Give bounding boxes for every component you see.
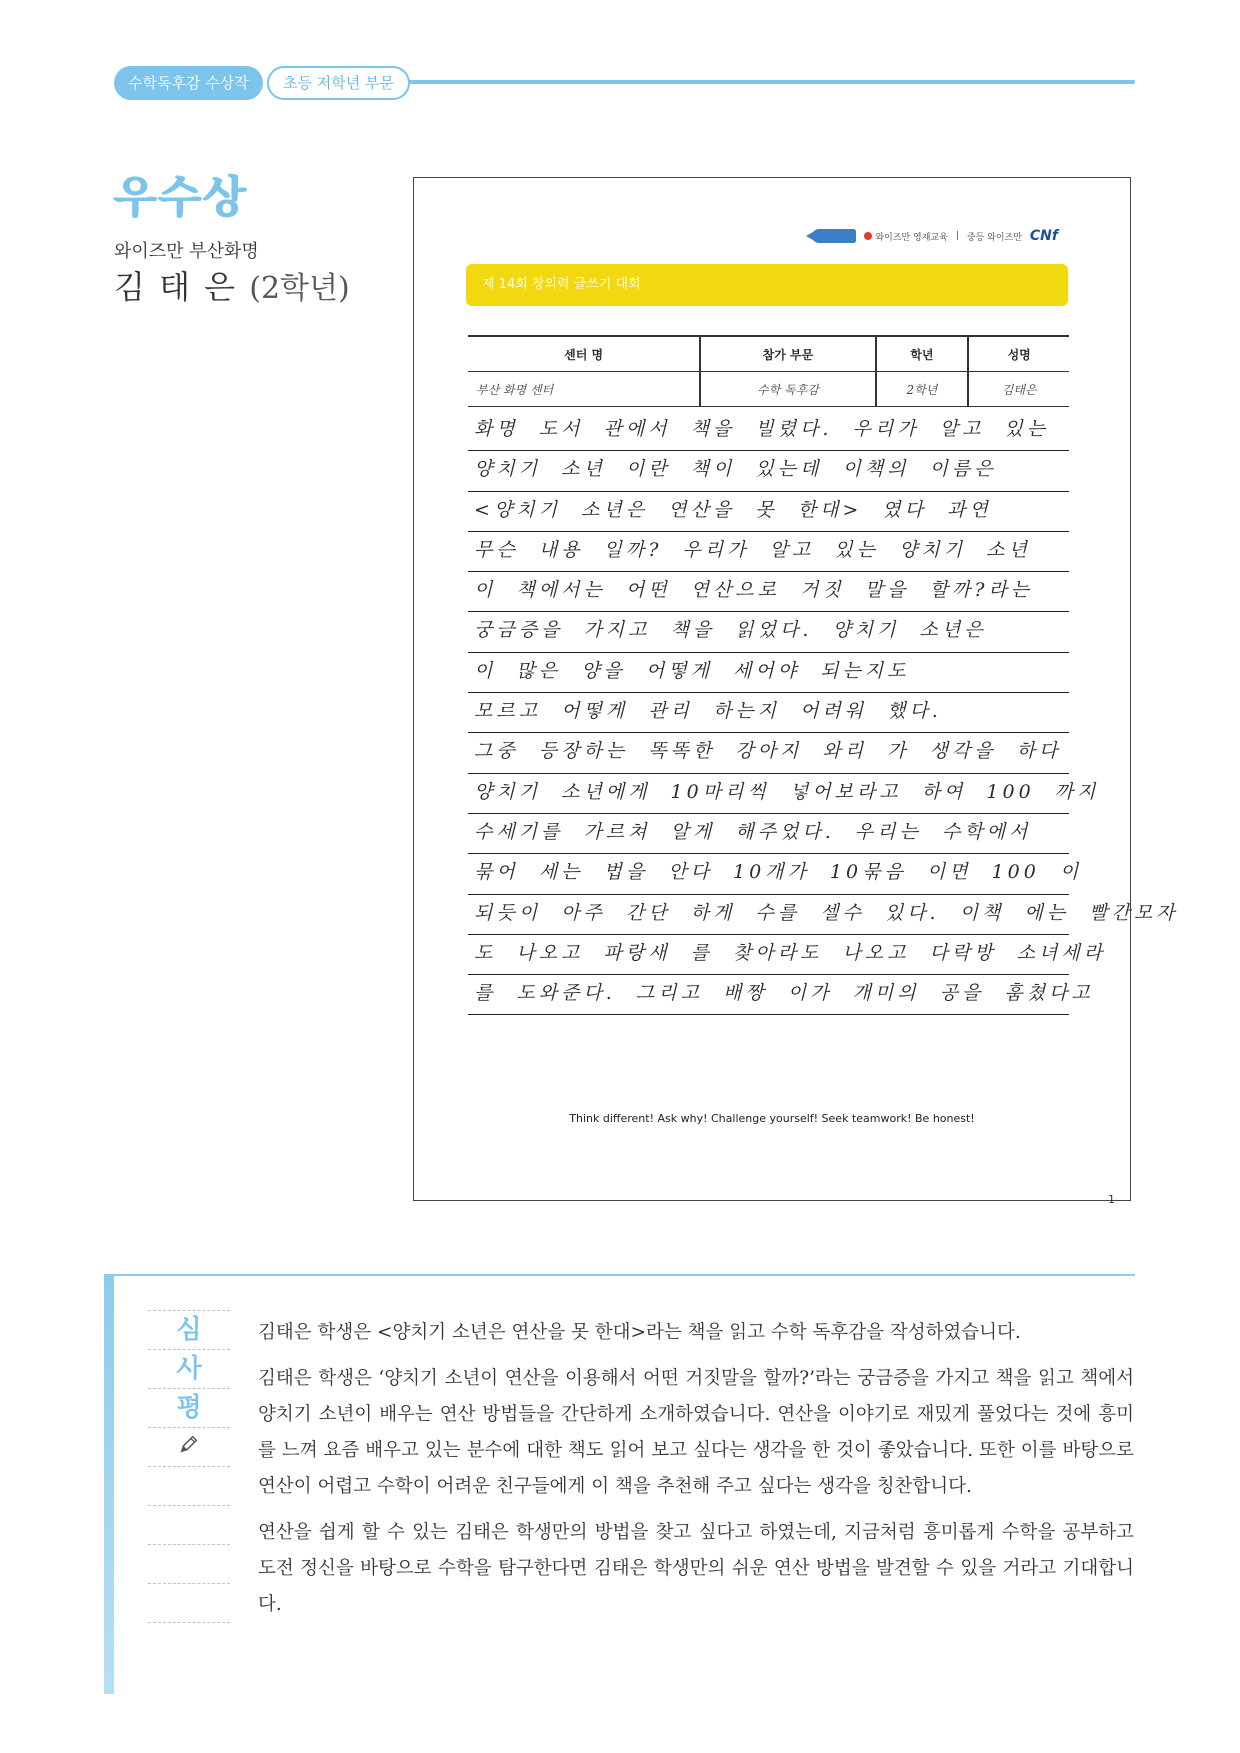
category-pill: 수학독후감 수상작 <box>114 66 263 100</box>
handwritten-line: 양치기 소년에게 10마리씩 넣어보라고 하여 100 까지 <box>468 774 1069 814</box>
table-cell: 2학년 <box>876 372 969 407</box>
table-cell: 김태은 <box>968 372 1069 407</box>
handwritten-line: 화명 도서 관에서 책을 빌렸다. 우리가 알고 있는 <box>468 411 1069 451</box>
brand-dot-icon <box>864 232 872 240</box>
table-header-row <box>468 336 1069 372</box>
review-label-char: 심 <box>148 1310 230 1349</box>
table-header-cell: 센터 명 <box>468 336 700 372</box>
school-name: 와이즈만 부산화명 <box>114 241 259 262</box>
review-label-char: 사 <box>148 1349 230 1388</box>
contest-banner: 제 14회 창의력 글쓰기 대회 <box>466 264 1068 306</box>
review-label-spacer <box>148 1583 230 1622</box>
handwritten-line: 양치기 소년 이란 책이 있는데 이책의 이름은 <box>468 451 1069 491</box>
handwritten-essay <box>468 411 1179 1015</box>
review-label-spacer <box>148 1622 230 1661</box>
review-paragraph: 김태은 학생은 ‘양치기 소년이 연산을 이용해서 어떤 거짓말을 할까?’라는 궁금증을 가지고 책을 읽고 책에서 양치기 소년이 배우는 연산 방법들을 간단하게 소개하였습니다. 연산을 이야기로 재밌게 풀었다는 것에 흥미를 느껴 요즘 배우고 있는 분수에 대한 책도 읽어 보고 싶다는 생각을 한 것이 좋았습니다. 또한 이를 바탕으로 연산이 어렵고 수학이 어려운 친구들에게 이 책을 추천해 주고 싶다는 생각을 칭찬합니다. <box>258 1368 1134 1497</box>
handwritten-line: 무슨 내용 일까? 우리가 알고 있는 양치기 소년 <box>468 532 1069 572</box>
sheet-motto: Think different! Ask why! Challenge yourself! Seek teamwork! Be honest! <box>569 1112 975 1125</box>
table-row <box>468 372 1069 407</box>
sponsor-logos <box>812 228 1058 244</box>
handwritten-line: 되듯이 아주 간단 하게 수를 셀수 있다. 이책 에는 빨간모자 <box>468 895 1069 935</box>
sub-logo-text: 중등 와이즈만 <box>966 232 1022 243</box>
review-label-spacer <box>148 1544 230 1583</box>
division-pill: 초등 저학년 부문 <box>267 66 410 100</box>
award-title: 우수상 <box>114 172 248 223</box>
cnf-logo: CNf <box>1029 228 1058 244</box>
pencil-icon <box>178 1433 200 1455</box>
table-cell: 수학 독후감 <box>700 372 875 407</box>
handwritten-line: 를 도와준다. 그리고 배짱 이가 개미의 공을 훔쳤다고 <box>468 975 1069 1015</box>
review-label-char: 평 <box>148 1388 230 1427</box>
review-top-rule <box>104 1274 1135 1276</box>
student-grade: (2학년) <box>249 271 350 306</box>
table-cell: 부산 화명 센터 <box>468 372 700 407</box>
table-header-cell: 성명 <box>968 336 1069 372</box>
sheet-page-number: 1 <box>1108 1193 1115 1206</box>
review-text <box>258 1315 1134 1633</box>
handwritten-line: 궁금증을 가지고 책을 읽었다. 양치기 소년은 <box>468 612 1069 652</box>
header-dot <box>255 80 262 87</box>
entry-info-table <box>468 335 1069 407</box>
review-label-spacer <box>148 1466 230 1505</box>
handwritten-line: <양치기 소년은 연산을 못 한대> 였다 과연 <box>468 492 1069 532</box>
student-name: 김 태 은 <box>114 268 238 306</box>
logo-divider: | <box>955 231 959 241</box>
handwritten-line: 도 나오고 파랑새 를 찾아라도 나오고 다락방 소녀세라 <box>468 935 1069 975</box>
handwritten-line: 이 많은 양을 어떻게 세어야 되는지도 <box>468 653 1069 693</box>
handwritten-line: 이 책에서는 어떤 연산으로 거짓 말을 할까?라는 <box>468 572 1069 612</box>
header-rule <box>390 80 1135 84</box>
handwritten-line: 수세기를 가르쳐 알게 해주었다. 우리는 수학에서 <box>468 814 1069 854</box>
review-paragraph: 김태은 학생은 <양치기 소년은 연산을 못 한대>라는 책을 읽고 수학 독후감을 작성하였습니다. <box>258 1322 1021 1343</box>
review-label-spacer <box>148 1505 230 1544</box>
review-label-column <box>148 1310 230 1661</box>
handwritten-line: 모르고 어떻게 관리 하는지 어려워 했다. <box>468 693 1069 733</box>
review-paragraph: 연산을 쉽게 할 수 있는 김태은 학생만의 방법을 찾고 싶다고 하였는데, 지금처럼 흥미롭게 수학을 공부하고 도전 정신을 바탕으로 수학을 탐구한다면 김태은 학생만의 쉬운 연산 방법을 발견할 수 있을 거라고 기대합니다. <box>258 1522 1134 1615</box>
handwritten-line: 그중 등장하는 똑똑한 강아지 와리 가 생각을 하다 <box>468 733 1069 773</box>
handwritten-line: 묶어 세는 법을 안다 10개가 10묶음 이면 100 이 <box>468 854 1069 894</box>
brand-logo-text: 와이즈만 영재교육 <box>864 230 947 243</box>
review-side-bar <box>104 1274 114 1694</box>
table-header-cell: 학년 <box>876 336 969 372</box>
pencil-row <box>148 1427 230 1466</box>
essay-sheet <box>413 177 1179 1201</box>
student-info <box>114 262 350 308</box>
wiseman-fish-logo-icon <box>812 229 856 243</box>
table-header-cell: 참가 부문 <box>700 336 875 372</box>
